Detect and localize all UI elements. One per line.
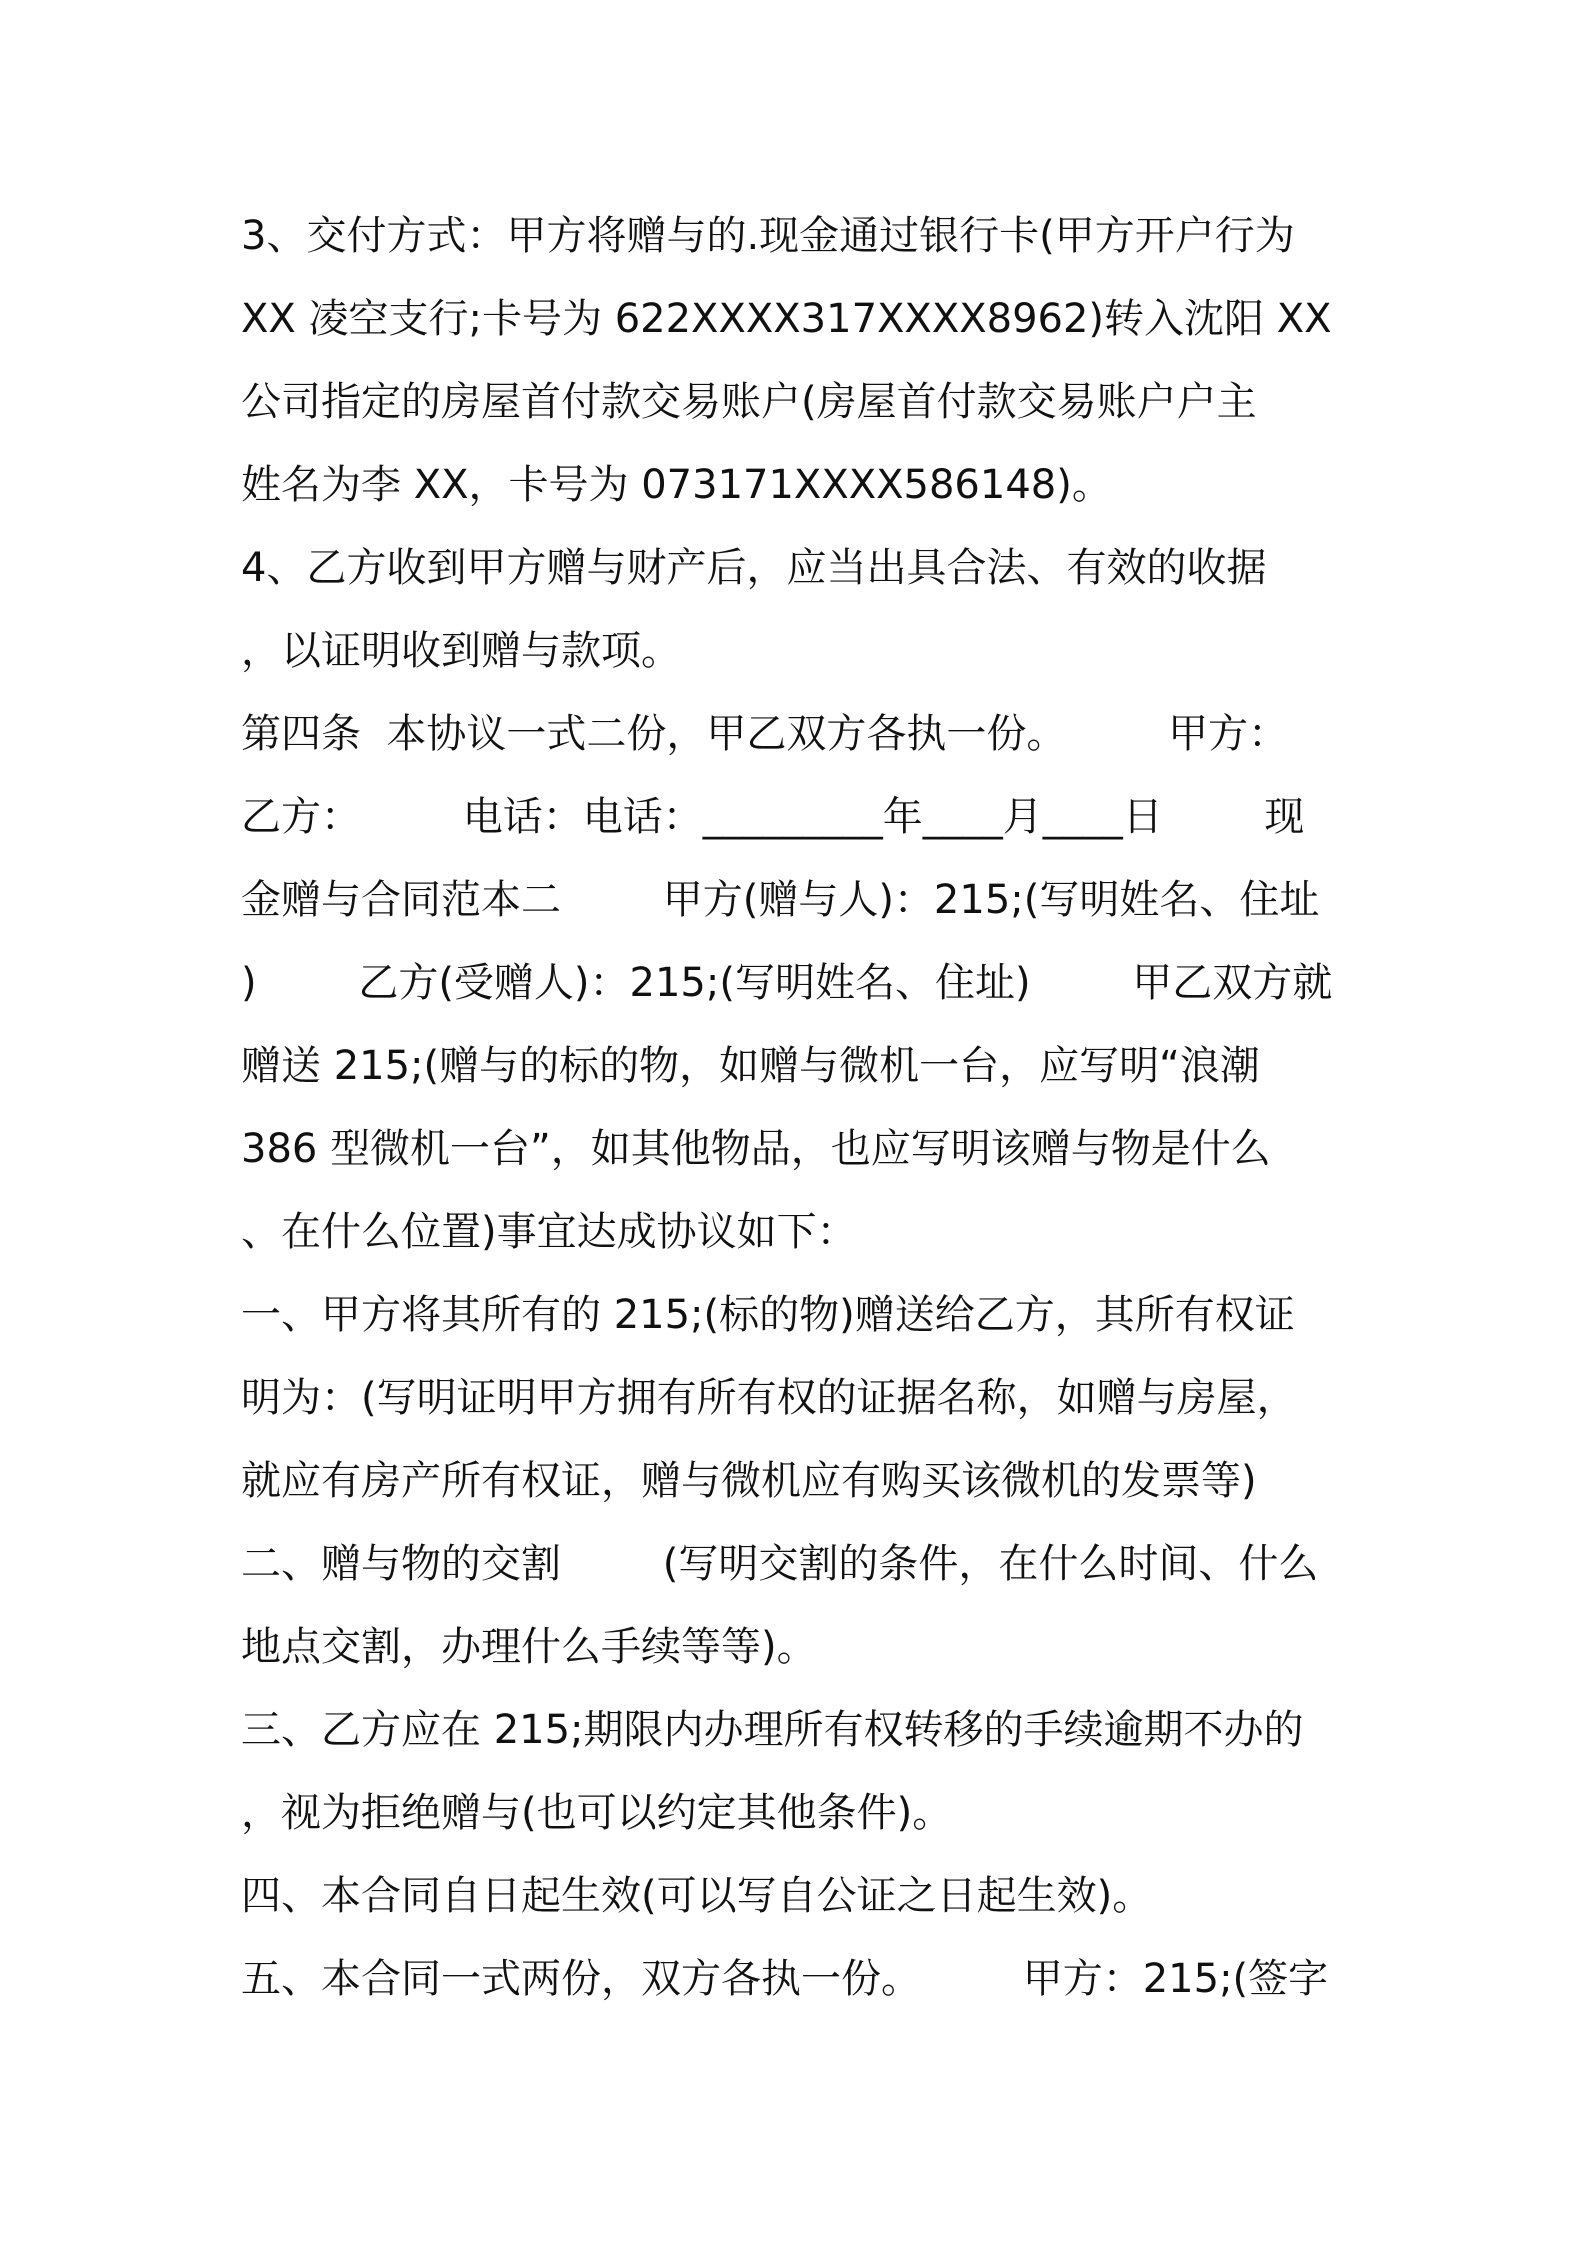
text-line: 第四条 本协议一式二份，甲乙双方各执一份。 甲方： bbox=[241, 711, 1289, 757]
text-line: 二、赠与物的交割 (写明交割的条件，在什么时间、什么 bbox=[241, 1541, 1319, 1587]
text-line: 3、交付方式：甲方将赠与的.现金通过银行卡(甲方开户行为 bbox=[241, 213, 1295, 259]
text-line: 公司指定的房屋首付款交易账户(房屋首付款交易账户户主 bbox=[241, 379, 1257, 425]
text-line: ，以证明收到赠与款项。 bbox=[241, 628, 681, 674]
text-line: 金赠与合同范本二 甲方(赠与人)：215;(写明姓名、住址 bbox=[241, 877, 1320, 923]
text-line: 姓名为李 XX，卡号为 073171XXXX586148)。 bbox=[241, 462, 1112, 508]
text-line: 、在什么位置)事宜达成协议如下： bbox=[241, 1209, 857, 1255]
document-body bbox=[241, 195, 1361, 2021]
text-line: 乙方： 电话：电话：_________年____月____日 现 bbox=[241, 794, 1305, 840]
text-line: 地点交割，办理什么手续等等)。 bbox=[241, 1624, 817, 1670]
text-line: 三、乙方应在 215;期限内办理所有权转移的手续逾期不办的 bbox=[241, 1707, 1304, 1753]
text-line: ，视为拒绝赠与(也可以约定其他条件)。 bbox=[241, 1790, 953, 1836]
text-line: 五、本合同一式两份，双方各执一份。 甲方：215;(签字 bbox=[241, 1956, 1329, 2002]
text-line: 4、乙方收到甲方赠与财产后，应当出具合法、有效的收据 bbox=[241, 545, 1267, 591]
text-line: ) 乙方(受赠人)：215;(写明姓名、住址) 甲乙双方就 bbox=[241, 960, 1333, 1006]
text-line: 赠送 215;(赠与的标的物，如赠与微机一台，应写明“浪潮 bbox=[241, 1043, 1260, 1089]
text-line: 就应有房产所有权证，赠与微机应有购买该微机的发票等) bbox=[241, 1458, 1257, 1504]
text-line: 一、甲方将其所有的 215;(标的物)赠送给乙方，其所有权证 bbox=[241, 1292, 1295, 1338]
text-line: XX 凌空支行;卡号为 622XXXX317XXXX8962)转入沈阳 XX bbox=[241, 296, 1332, 342]
text-line: 386 型微机一台”，如其他物品，也应写明该赠与物是什么 bbox=[241, 1126, 1271, 1172]
text-line: 四、本合同自日起生效(可以写自公证之日起生效)。 bbox=[241, 1873, 1153, 1919]
text-line: 明为：(写明证明甲方拥有所有权的证据名称，如赠与房屋， bbox=[241, 1375, 1297, 1421]
